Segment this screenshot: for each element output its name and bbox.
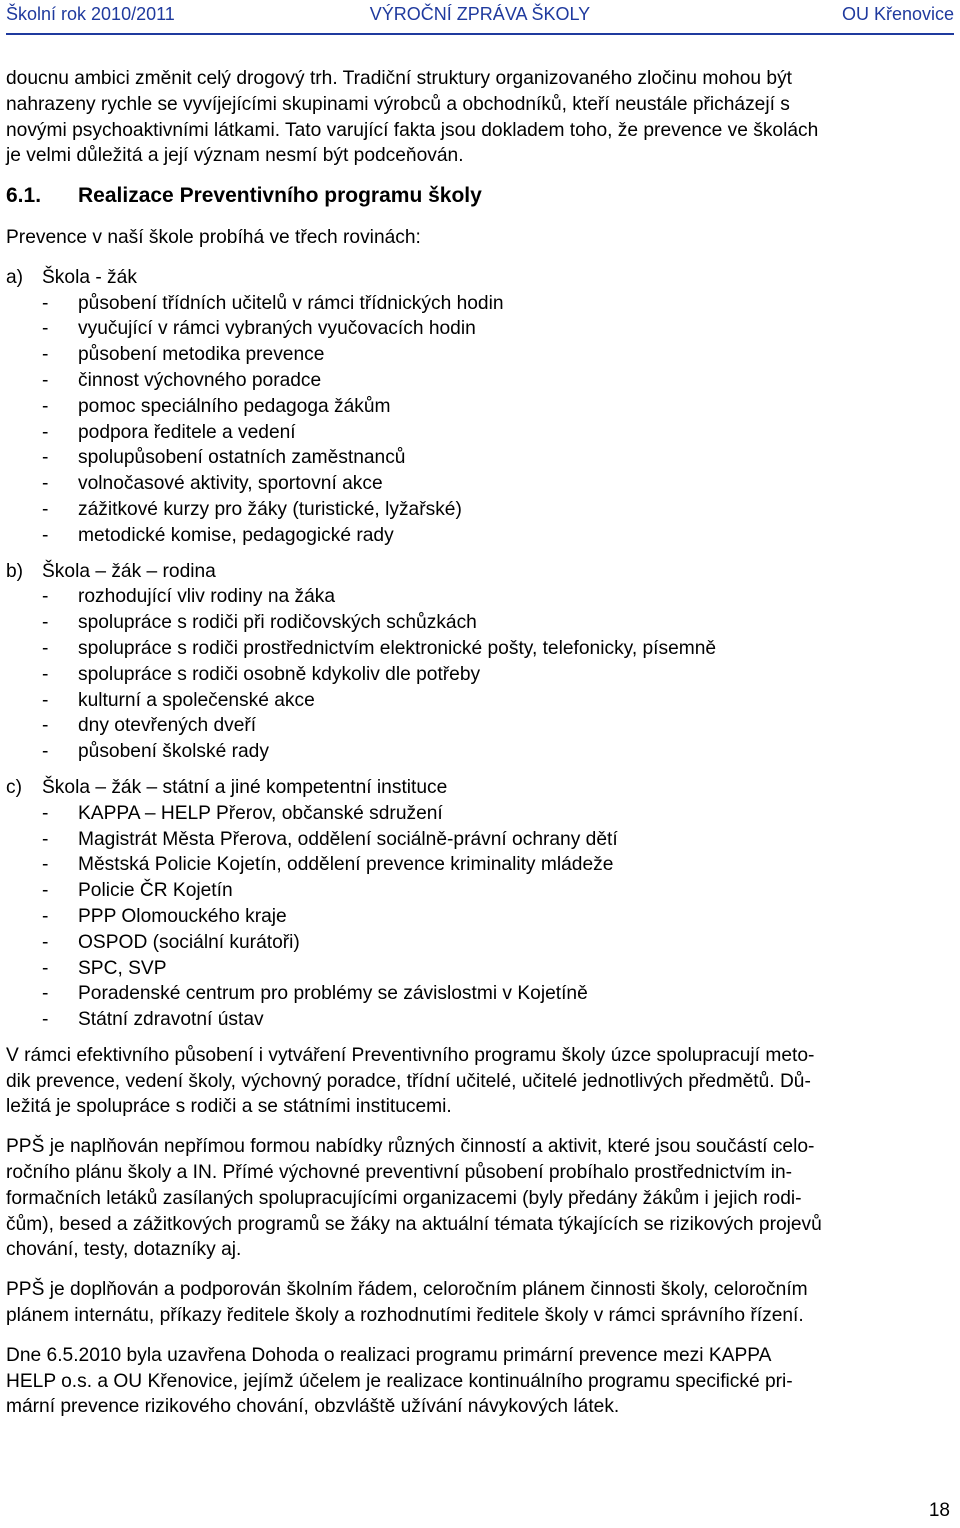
list-item-text: OSPOD (sociální kurátoři) (78, 931, 300, 953)
paragraph-line: V rámci efektivního působení i vytváření Preventivního programu školy úzce spolupracují meto- (6, 1044, 815, 1066)
header-rule (6, 33, 954, 35)
dash-bullet: - (42, 880, 49, 902)
list-item-text: spolupráce s rodiči prostřednictvím elektronické pošty, telefonicky, písemně (78, 637, 717, 659)
section-heading (6, 183, 960, 209)
dash-bullet: - (42, 344, 49, 366)
list-item (6, 471, 960, 497)
intro-line: doucnu ambici změnit celý drogový trh. Tradiční struktury organizovaného zločinu mohou být (6, 68, 793, 89)
list-item-text: činnost výchovného poradce (78, 369, 322, 391)
list-item-text: působení metodika prevence (78, 344, 325, 366)
list-item (6, 878, 960, 904)
dash-bullet: - (42, 395, 49, 417)
list-item-text: SPC, SVP (78, 957, 167, 979)
list-item-text: působení školské rady (78, 741, 269, 763)
dash-bullet: - (42, 473, 49, 495)
list-item (6, 584, 960, 610)
dash-bullet: - (42, 447, 49, 469)
dash-bullet: - (42, 1009, 49, 1031)
list-item-text: spolupráce s rodiči osobně kdykoliv dle potřeby (78, 663, 481, 685)
list-item (6, 420, 960, 446)
intro-line: nahrazeny rychle se vyvíjejícími skupinami výrobců a obchodníků, kteří neustále přicházejí s (6, 93, 790, 115)
list-item (6, 316, 960, 342)
list-item-text: volnočasové aktivity, sportovní akce (78, 473, 383, 495)
list-item (6, 291, 960, 317)
dash-bullet: - (42, 828, 49, 850)
level-letter: a) (6, 266, 24, 288)
dash-bullet: - (42, 854, 49, 876)
list-item (6, 394, 960, 420)
dash-bullet: - (42, 498, 49, 520)
paragraph-line: chování, testy, dotazníky aj. (6, 1239, 242, 1261)
intro-paragraph (6, 66, 960, 169)
level-item-list (6, 291, 960, 549)
list-item-text: spolupůsobení ostatních zaměstnanců (78, 447, 406, 469)
dash-bullet: - (42, 957, 49, 979)
section-title: Realizace Preventivního programu školy (78, 184, 482, 208)
header-report-title: VÝROČNÍ ZPRÁVA ŠKOLY (369, 4, 591, 24)
dash-bullet: - (42, 663, 49, 685)
list-item-text: podpora ředitele a vedení (78, 421, 296, 443)
intro-line: je velmi důležitá a její význam nesmí být podceňován. (6, 145, 464, 167)
level-letter: c) (6, 776, 22, 798)
level-title: Škola - žák (42, 266, 137, 288)
document-body (6, 66, 960, 1434)
paragraph-line: Dne 6.5.2010 byla uzavřena Dohoda o realizaci programu primární prevence mezi KAPPA (6, 1344, 772, 1366)
section-number: 6.1. (6, 184, 42, 208)
dash-bullet: - (42, 586, 49, 608)
list-item (6, 688, 960, 714)
list-item-text: rozhodující vliv rodiny na žáka (78, 586, 336, 608)
dash-bullet: - (42, 637, 49, 659)
level-title: Škola – žák – rodina (42, 560, 216, 582)
list-item-text: Poradenské centrum pro problémy se závislostmi v Kojetíně (78, 983, 588, 1005)
dash-bullet: - (42, 715, 49, 737)
list-item (6, 368, 960, 394)
list-item (6, 713, 960, 739)
list-item (6, 827, 960, 853)
list-item (6, 801, 960, 827)
list-item (6, 610, 960, 636)
list-item-text: dny otevřených dveří (78, 715, 257, 737)
body-paragraph (6, 1134, 960, 1263)
level-item-list (6, 584, 960, 765)
list-item (6, 981, 960, 1007)
list-item (6, 445, 960, 471)
list-item-text: kulturní a společenské akce (78, 689, 315, 711)
level-heading (6, 559, 960, 585)
dash-bullet: - (42, 318, 49, 340)
body-paragraph (6, 1343, 960, 1420)
dash-bullet: - (42, 524, 49, 546)
dash-bullet: - (42, 369, 49, 391)
list-item (6, 1007, 960, 1033)
list-item-text: spolupráce s rodiči při rodičovských schůzkách (78, 612, 477, 634)
level-letter: b) (6, 560, 24, 582)
list-item-text: PPP Olomouckého kraje (78, 905, 287, 927)
dash-bullet: - (42, 741, 49, 763)
paragraph-line: PPŠ je naplňován nepřímou formou nabídky různých činností a aktivit, které jsou součástí celo- (6, 1136, 815, 1158)
list-item (6, 739, 960, 765)
header-school-year: Školní rok 2010/2011 (6, 4, 175, 24)
list-item-text: působení třídních učitelů v rámci třídnických hodin (78, 292, 504, 314)
dash-bullet: - (42, 689, 49, 711)
level-title: Škola – žák – státní a jiné kompetentní instituce (42, 776, 448, 798)
dash-bullet: - (42, 292, 49, 314)
list-item-text: pomoc speciálního pedagoga žákům (78, 395, 391, 417)
closing-paragraphs (6, 1043, 960, 1420)
dash-bullet: - (42, 802, 49, 824)
dash-bullet: - (42, 983, 49, 1005)
header-school-name: OU Křenovice (841, 4, 954, 24)
list-item-text: Státní zdravotní ústav (78, 1009, 264, 1031)
level-item-list (6, 801, 960, 1033)
list-item-text: Policie ČR Kojetín (78, 880, 233, 902)
paragraph-line: čům), besed a zážitkových programů se žáky na aktuální témata týkajících se rizikových projevů (6, 1213, 822, 1235)
body-paragraph (6, 1043, 960, 1120)
paragraph-line: HELP o.s. a OU Křenovice, jejímž účelem je realizace kontinuálního programu specifické pri- (6, 1370, 793, 1392)
list-item (6, 497, 960, 523)
list-item-text: metodické komise, pedagogické rady (78, 524, 394, 546)
paragraph-line: PPŠ je doplňován a podporován školním řádem, celoročním plánem činnosti školy, celoročním (6, 1279, 808, 1301)
list-item (6, 523, 960, 549)
list-item (6, 930, 960, 956)
list-item-text: KAPPA – HELP Přerov, občanské sdružení (78, 802, 443, 824)
list-item (6, 662, 960, 688)
list-item (6, 904, 960, 930)
prevention-levels (6, 265, 960, 1033)
page-header (6, 2, 954, 28)
list-item-text: Městská Policie Kojetín, oddělení prevence kriminality mládeže (78, 854, 614, 876)
list-item-text: zážitkové kurzy pro žáky (turistické, lyžařské) (78, 498, 462, 520)
intro-line: novými psychoaktivními látkami. Tato varující fakta jsou dokladem toho, že prevence ve školách (6, 119, 819, 141)
list-item-text: vyučující v rámci vybraných vyučovacích hodin (78, 318, 476, 340)
lead-text: Prevence v naší škole probíhá ve třech rovinách: (6, 226, 421, 248)
paragraph-line: ležitá je spolupráce s rodiči a se státními institucemi. (6, 1096, 452, 1118)
dash-bullet: - (42, 931, 49, 953)
dash-bullet: - (42, 612, 49, 634)
page-number: 18 (928, 1500, 950, 1521)
list-item-text: Magistrát Města Přerova, oddělení sociálně-právní ochrany dětí (78, 828, 618, 850)
dash-bullet: - (42, 421, 49, 443)
body-paragraph (6, 1277, 960, 1329)
paragraph-line: ročního plánu školy a IN. Přímé výchovné preventivní působení probíhalo prostřednictvím in- (6, 1162, 793, 1184)
paragraph-line: formačních letáků zasílaných spolupracujícími organizacemi (byly předány žákům i jejich rodi- (6, 1187, 802, 1209)
dash-bullet: - (42, 905, 49, 927)
paragraph-line: plánem internátu, příkazy ředitele školy a rozhodnutími ředitele školy v rámci správního řízení. (6, 1305, 804, 1327)
list-item (6, 852, 960, 878)
paragraph-line: dik prevence, vedení školy, výchovný poradce, třídní učitelé, učitelé jednotlivých předmětů. Dů- (6, 1070, 811, 1092)
paragraph-line: mární prevence rizikového chování, obzvláště užívání návykových látek. (6, 1396, 620, 1418)
list-item (6, 342, 960, 368)
list-item (6, 956, 960, 982)
level-heading (6, 775, 960, 801)
list-item (6, 636, 960, 662)
level-heading (6, 265, 960, 291)
